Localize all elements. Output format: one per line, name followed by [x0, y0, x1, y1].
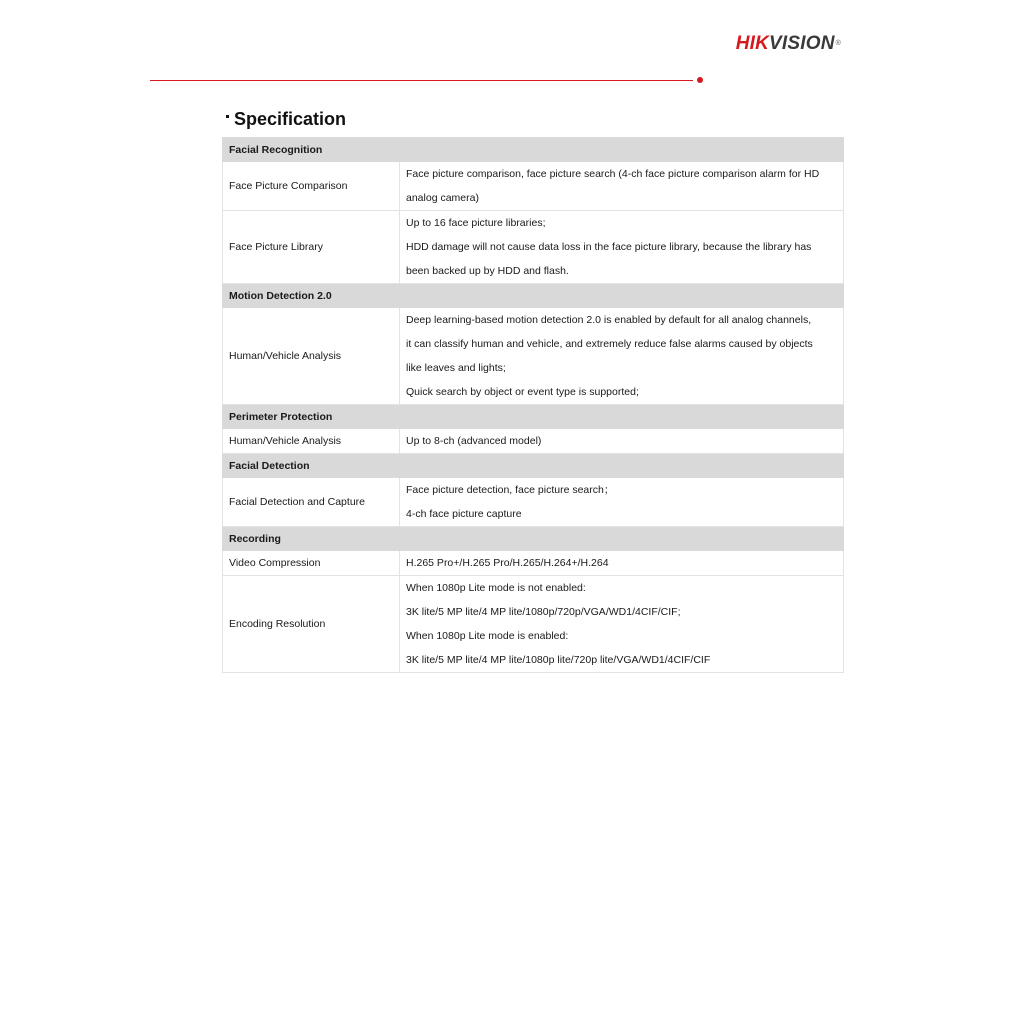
category-row [223, 527, 844, 551]
spec-label: Face Picture Library [223, 211, 400, 284]
spec-value-line: HDD damage will not cause data loss in the face picture library, because the library has [406, 241, 812, 253]
table-row [223, 308, 844, 405]
spec-value [400, 308, 844, 405]
spec-value-line: like leaves and lights; [406, 362, 506, 374]
category-row [223, 138, 844, 162]
section-title [226, 107, 346, 131]
header-divider [150, 80, 693, 81]
spec-value-line: H.265 Pro+/H.265 Pro/H.265/H.264+/H.264 [406, 557, 609, 569]
table-row [223, 576, 844, 673]
spec-label: Human/Vehicle Analysis [223, 308, 400, 405]
spec-label: Face Picture Comparison [223, 162, 400, 211]
table-row [223, 478, 844, 527]
category-label: Recording [223, 527, 844, 551]
spec-value-line: Quick search by object or event type is supported; [406, 386, 639, 398]
table-row [223, 162, 844, 211]
logo-registered-mark: ® [835, 40, 841, 47]
category-row [223, 284, 844, 308]
specification-table [222, 137, 844, 673]
spec-value [400, 478, 844, 527]
spec-value-line: analog camera) [406, 192, 479, 204]
spec-label: Encoding Resolution [223, 576, 400, 673]
header-divider-dot [697, 77, 703, 83]
section-title-text: Specification [234, 109, 347, 129]
spec-value-line: Up to 8-ch (advanced model) [406, 435, 542, 447]
category-row [223, 454, 844, 478]
spec-value-line: Face picture detection, face picture search； [406, 484, 615, 496]
spec-value-line: 3K lite/5 MP lite/4 MP lite/1080p/720p/VGA/WD1/4CIF/CIF; [406, 606, 681, 618]
table-row [223, 551, 844, 576]
category-label: Motion Detection 2.0 [223, 284, 844, 308]
category-label: Facial Recognition [223, 138, 844, 162]
spec-value-line: it can classify human and vehicle, and extremely reduce false alarms caused by objects [406, 338, 813, 350]
spec-value [400, 576, 844, 673]
spec-value-line: Deep learning-based motion detection 2.0 is enabled by default for all analog channels, [406, 314, 812, 326]
spec-value-line: 4-ch face picture capture [406, 508, 522, 520]
spec-label: Video Compression [223, 551, 400, 576]
spec-value [400, 551, 844, 576]
spec-label: Facial Detection and Capture [223, 478, 400, 527]
spec-value-line: When 1080p Lite mode is not enabled: [406, 582, 586, 594]
category-row [223, 405, 844, 429]
category-label: Perimeter Protection [223, 405, 844, 429]
logo-hik-text: HIK [735, 33, 770, 54]
table-row [223, 429, 844, 454]
spec-value [400, 162, 844, 211]
section-bullet-icon [226, 115, 229, 118]
hikvision-logo [736, 33, 841, 55]
spec-value-line: Up to 16 face picture libraries; [406, 217, 546, 229]
spec-value-line: When 1080p Lite mode is enabled: [406, 630, 569, 642]
table-row [223, 211, 844, 284]
spec-value [400, 429, 844, 454]
logo-vision-text: VISION [769, 33, 835, 54]
specification-table-body [223, 138, 844, 673]
spec-value [400, 211, 844, 284]
spec-value-line: 3K lite/5 MP lite/4 MP lite/1080p lite/720p lite/VGA/WD1/4CIF/CIF [406, 654, 711, 666]
spec-label: Human/Vehicle Analysis [223, 429, 400, 454]
spec-value-line: Face picture comparison, face picture search (4-ch face picture comparison alarm for HD [406, 168, 820, 180]
spec-value-line: been backed up by HDD and flash. [406, 265, 569, 277]
category-label: Facial Detection [223, 454, 844, 478]
